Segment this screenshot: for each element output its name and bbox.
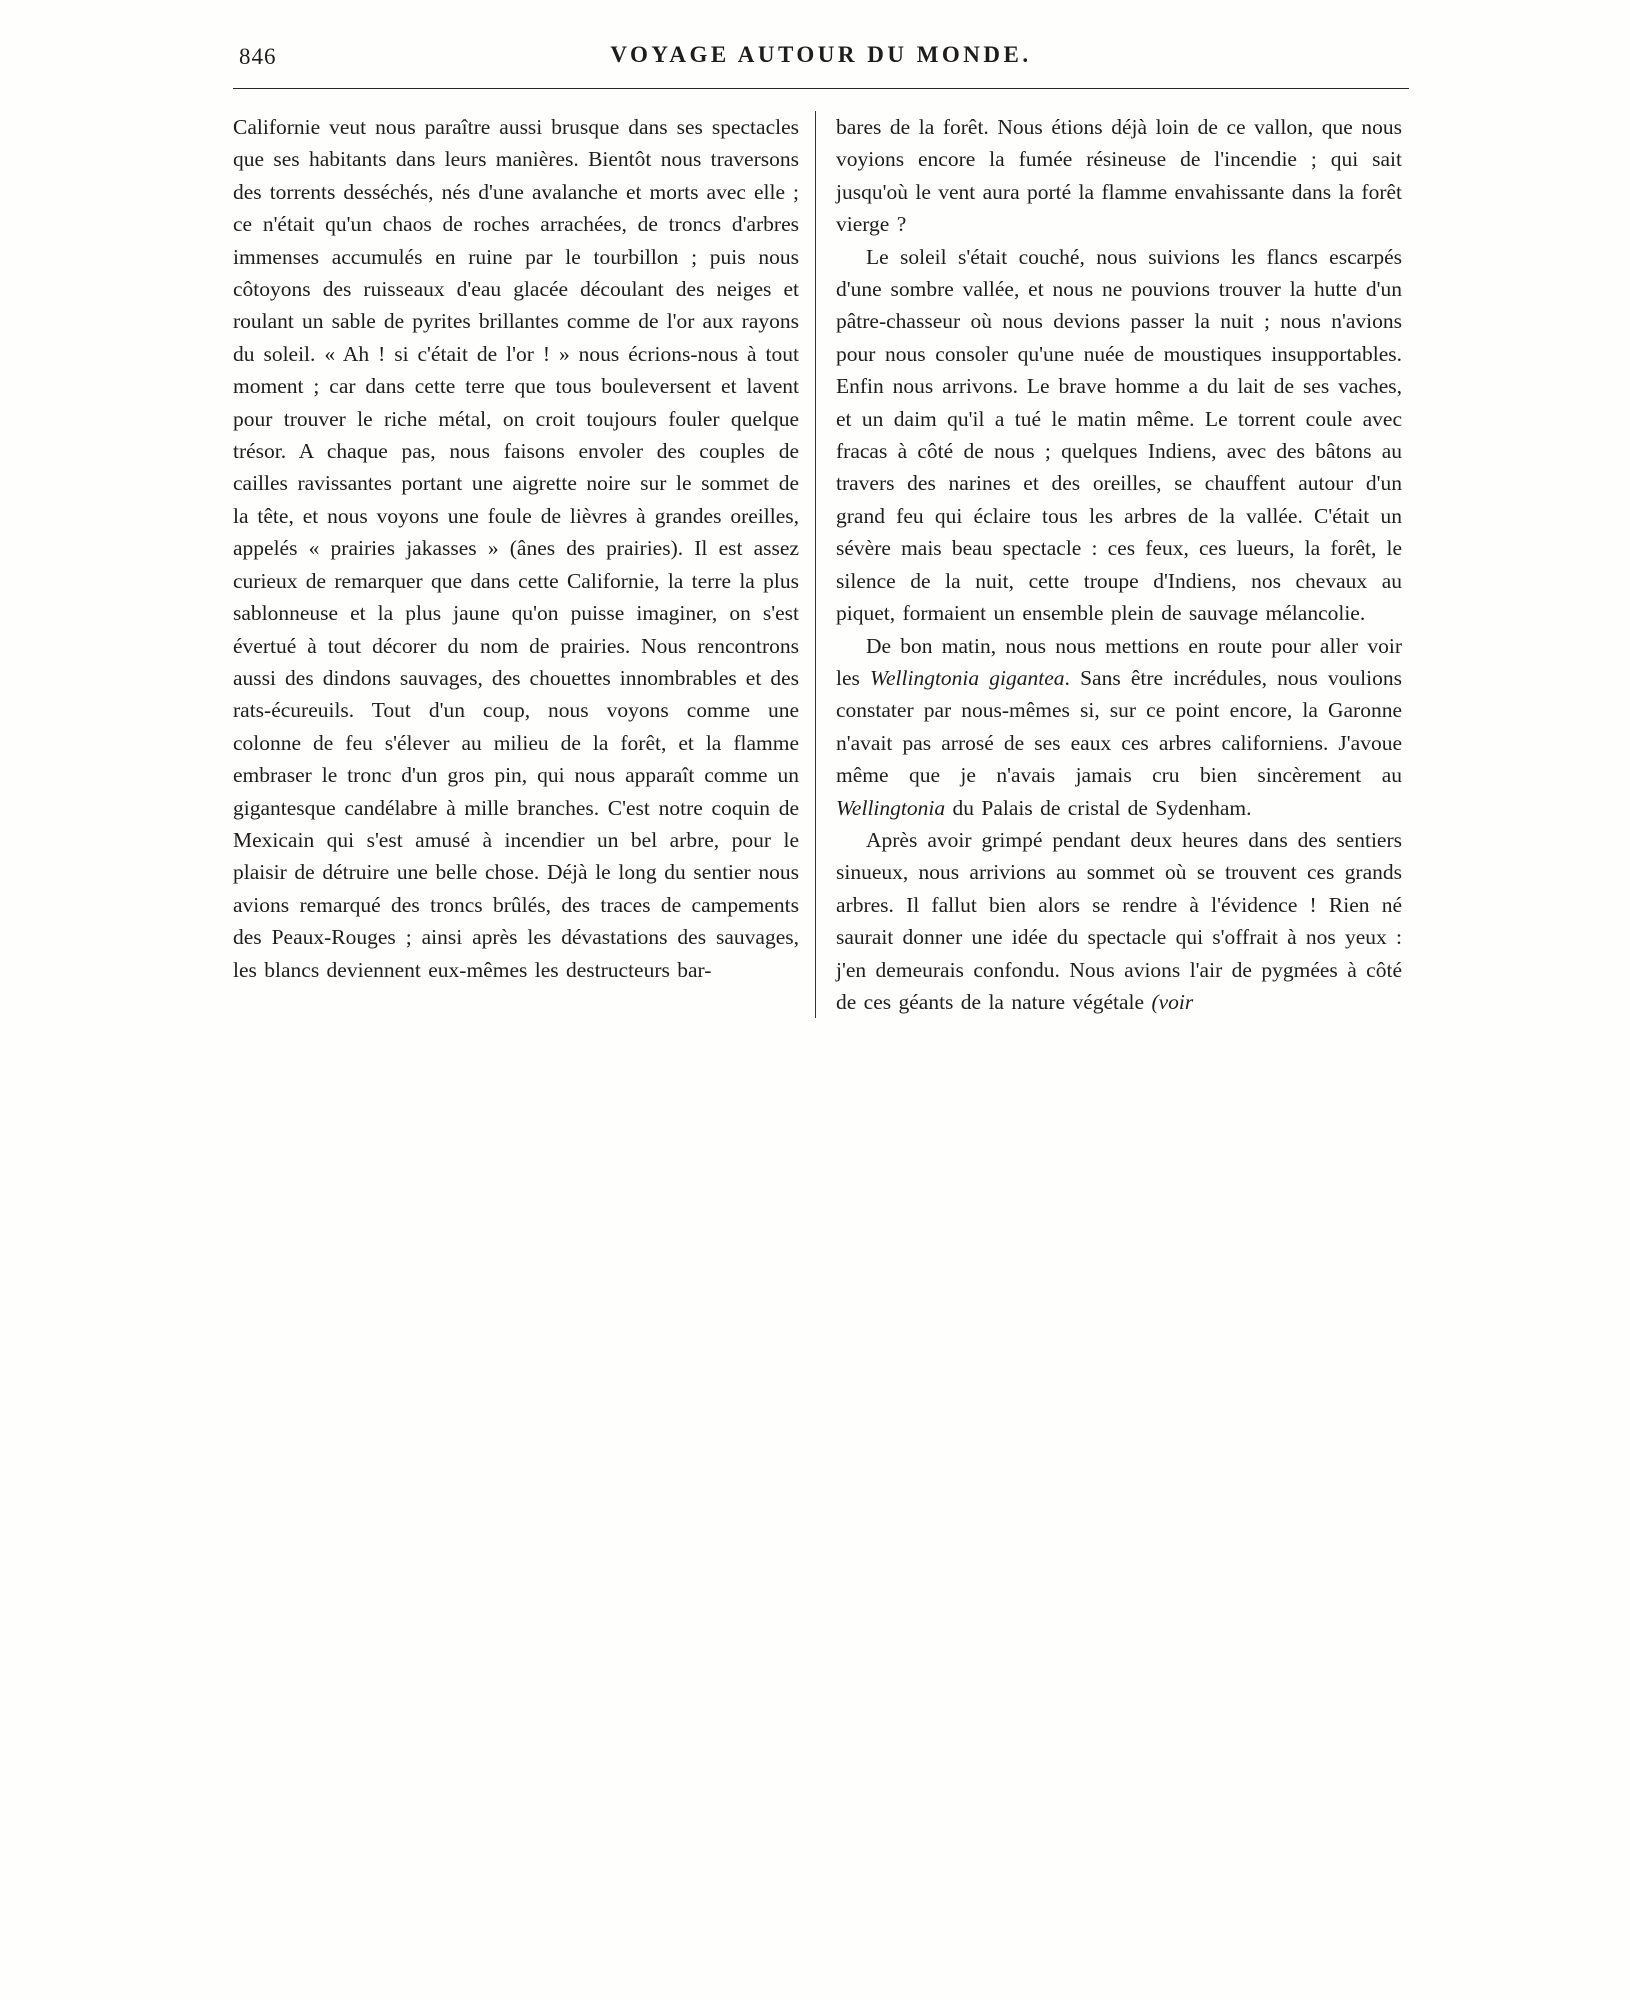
paragraph (836, 824, 1402, 1018)
page-header (233, 42, 1409, 78)
body-text: Californie veut nous paraître aussi brusque dans ses spectacles que ses habitants dans leurs manières. Bientôt nous traversons des torrents desséchés, nés d'une avalanche et morts avec elle ; ce n'était qu'un chaos de roches arrachées, de troncs d'arbres immenses accumulés en ruine par le tourbillon ; puis nous côtoyons des ruisseaux d'eau glacée découlant des neiges et roulant un sable de pyrites brillantes comme de l'or aux rayons du soleil. « Ah ! si c'était de l'or ! » nous écrions-nous à tout moment ; car dans cette terre que tous bouleversent et lavent pour trouver le riche métal, on croit toujours fouler quelque trésor. A chaque pas, nous faisons envoler des couples de cailles ravissantes portant une aigrette noire sur le sommet de la tête, et nous voyons une foule de lièvres à grandes oreilles, appelés « prairies jakasses » (ânes des prairies). Il est assez curieux de remarquer que dans cette Californie, la terre la plus sablonneuse et la plus jaune qu'on puisse imaginer, on s'est évertué à tout décorer du nom de prairies. Nous rencontrons aussi des dindons sauvages, des chouettes innombrables et des rats-écureuils. Tout d'un coup, nous voyons comme une colonne de feu s'élever au milieu de la forêt, et la flamme embraser le tronc d'un gros pin, qui nous apparaît comme un gigantesque candélabre à mille branches. C'est notre coquin de Mexicain qui s'est amusé à incendier un bel arbre, pour le plaisir de détruire une belle chose. Déjà le long du sentier nous avions remarqué des troncs brûlés, des traces de campements des Peaux-Rouges ; ainsi après les dévastations des sauvages, les blancs deviennent eux-mêmes les destructeurs bar- (233, 115, 799, 982)
paragraph (233, 111, 799, 986)
paragraph (836, 111, 1402, 241)
text-columns (233, 111, 1409, 1018)
body-text: Le soleil s'était couché, nous suivions les flancs escarpés d'une sombre vallée, et nous ne pouvions trouver la hutte d'un pâtre-chasseur où nous devions passer la nuit ; nous n'avions pour nous consoler qu'une nuée de moustiques insupportables. Enfin nous arrivons. Le brave homme a du lait de ses vaches, et un daim qu'il a tué le matin même. Le torrent coule avec fracas à côté de nous ; quelques Indiens, avec des bâtons au travers des narines et des oreilles, se chauffent autour d'un grand feu qui éclaire tous les arbres de la vallée. C'était un sévère mais beau spectacle : ces feux, ces lueurs, la forêt, le silence de la nuit, cette troupe d'Indiens, nos chevaux au piquet, formaient un ensemble plein de sauvage mélancolie. (836, 244, 1402, 626)
paragraph (836, 241, 1402, 630)
page-content (233, 42, 1409, 1018)
body-text: De bon matin, nous nous mettions en route pour aller voir les (836, 633, 1402, 690)
page-number: 846 (239, 44, 277, 69)
paragraph (836, 630, 1402, 824)
italic-text: Wellingtonia gigantea (870, 665, 1065, 690)
body-text: Après avoir grimpé pendant deux heures dans des sentiers sinueux, nous arrivions au sommet où se trouvent ces grands arbres. Il fallut bien alors se rendre à l'évidence ! Rien né saurait donner une idée du spectacle qui s'offrait à nos yeux : j'en demeurais confondu. Nous avions l'air de pygmées à côté de ces géants de la nature végétale (836, 827, 1402, 1014)
header-rule (233, 88, 1409, 89)
italic-text: (voir (1151, 989, 1194, 1014)
body-text: du Palais de cristal de Sydenham. (945, 795, 1252, 820)
italic-text: Wellingtonia (836, 795, 946, 820)
body-text: bares de la forêt. Nous étions déjà loin de ce vallon, que nous voyions encore la fumée résineuse de l'incendie ; qui sait jusqu'où le vent aura porté la flamme envahissante dans la forêt vierge ? (836, 115, 1402, 237)
left-column (233, 111, 815, 1018)
running-title: VOYAGE AUTOUR DU MONDE. (610, 42, 1032, 67)
body-text: . Sans être incrédules, nous voulions constater par nous-mêmes si, sur ce point encore, la Garonne n'avait pas arrosé de ses eaux ces arbres californiens. J'avoue même que je n'avais jamais cru bien sincèrement au (836, 665, 1402, 788)
right-column (816, 111, 1402, 1018)
